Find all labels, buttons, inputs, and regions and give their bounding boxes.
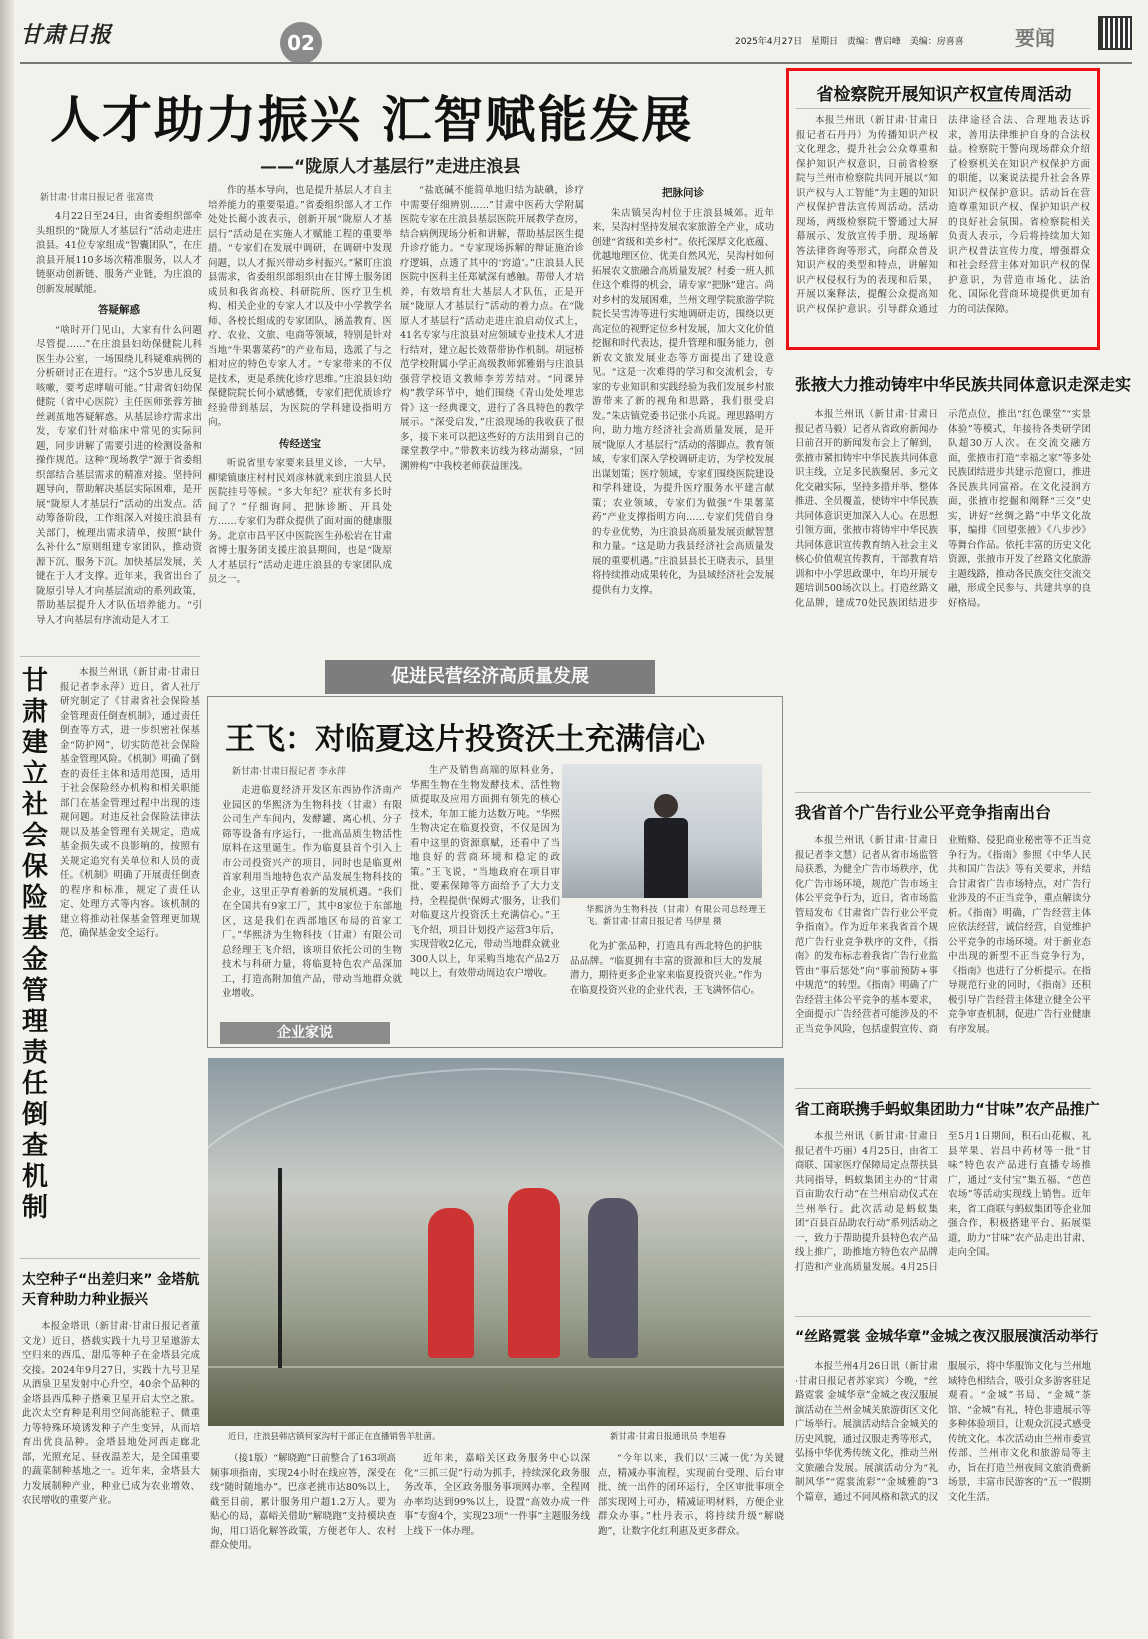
right-story2-title: 张掖大力推动铸牢中华民族共同体意识走深走实	[795, 375, 1132, 394]
right-story3-text: 本报兰州讯（新甘肃·甘肃日报记者李文慧）记者从省市场监管局获悉，为健全广告市场秩序，优化广告市场环境，规范广告市场主体公平竞争行为，近日，省市场监管局发布《甘肃省广告行业公平竞争指南》。作为近年来我省首个规范广告行业竞争秩序的文件，《指南》的发布标志着我省广告行业监管由“事后惩处”向“事前预防+事中规范”的转型。《指南》明确了广告经营主体公平竞争的基本要求，全面提示广告经营者可能涉及的不正当竞争风险，包括虚假宣传、商业贿赂、侵犯商业秘密等不正当竞争行为。《指南》参照《中华人民共和国广告法》等有关要求，并结合甘肃省广告市场特点，对广告行业涉及的不正当竞争，重点解读分析。《指南》明确，广告经营主体应依法经营，诚信经营，自觉维护公平竞争的市场环境。对于新业态中出现的新型不正当竞争行为，《指南》也进行了分析提示。在指导规范行业的同时，《指南》还积极引导广告经营主体建立健全公平竞争审查机制，促进广告行业健康有序发展。	[795, 835, 1091, 1035]
greenhouse-arch	[208, 1068, 784, 1368]
lead-column-4	[592, 184, 774, 650]
feature-byline: 新甘肃·甘肃日报记者 李永萍	[232, 767, 346, 777]
section-heading-2: 传经送宝	[279, 437, 321, 450]
feature-title: 王飞：对临夏这片投资沃土充满信心	[225, 722, 705, 757]
portrait-photo	[562, 764, 762, 898]
left-divider-mid	[20, 1258, 200, 1259]
left-story1-title: 甘肃建立社会保险基金管理责任倒查机制	[21, 666, 48, 1223]
feature-banner-text: 促进民营经济高质量发展	[391, 666, 589, 687]
lead-col3-text: “盐底碱不能简单地归结为缺碘，诊疗中需要仔细辨别……”甘肃中医药大学附属医院专家在庄浪县基层医院开展教学查房，结合病例现场分析和讲解，帮助基层医生提升诊疗能力。“专家现场拆解的辩证施治诊疗逻辑，点透了其中的‘窍道’。”庄浪县人民医院中医科主任郑斌深有感触。帮带人才培养，有效培育壮大基层人才队伍，正是开展“陇原人才基层行”活动的着力点。在“陇原人才基层行”活动走进庄浪启动仪式上，41名专家与庄浪县对应领域专业技术人才进行结对，建立起长效帮带协作机制。胡冠桥范学校附属小学正高级教师郭雅娟与庄浪县强营学校语文教师李芳芳结对。“同课异构”教学环节中，她们围绕《青山处处埋忠骨》这一经典课文，进行了各具特色的教学展示。“深受启发，”庄浪现场的我收获了很多，接下来可以把这些好的方法用到自己的课堂教学中。”带教来访线为移动湖泉，“回溯辨构”中我校老师获益匪浅。	[400, 185, 584, 472]
lead-column-1	[36, 210, 202, 650]
page-number: 02	[287, 31, 315, 55]
feature-col3: 化为扩张品种，打造具有西北特色的护肤品品牌。“临夏拥有丰富的资源和巨大的发展潜力，期待更多企业家来临夏投资兴业。”作为在临夏投资兴业的企业代表，王飞满怀信心。	[570, 941, 762, 996]
lead-col2-text: 作的基本导向，也是提升基层人才自主培养能力的重要渠道。”省委组织部人才工作处处长蔺小波表示，创新开展“陇原人才基层行”活动是在实施人才赋能工程的重要举措。“专家们在发展中调研，在调研中发现问题，以人才振兴带动乡村振兴。”紧盯庄浪县需求，省委组织部组织由在甘博士服务团成员和我省高校、科研院所、医疗卫生机构、相关企业的专家人才以及中小学教学名师、各校长组成的专家团队，涵盖教育、医疗、农业、文旅、电商等领域，特别是针对当地“牛果薯菜药”的产业布局，选派了与之相对应的特色专家人才。“专家带来的不仅是技术，更是系统化诊疗思维。”庄浪县妇幼保健院院长何小斌感慨，专家们把优质诊疗经验带到基层，为医院的学科建设指明方向。	[208, 185, 392, 428]
bottom-col3: “今年以来，我们以‘三减一优’为关键点，精减办事流程，实现前台受理、后台审批、统一出件的闭环运行，全区审批事项全部实现网上可办，精减证明材料，方便企业群众办事。”杜丹表示，将持续升级“解晓跑”，让数字化红利惠及更多群众。	[598, 1453, 784, 1537]
photo-caption: 近日，庄浪县韩店镇何家沟村干部正在直播销售羊肚菌。	[228, 1432, 441, 1442]
section-heading-3: 把脉问诊	[662, 187, 704, 199]
right-story5-title: “丝路霓裳 金城华章”金城之夜汉服展演活动举行	[795, 1329, 1099, 1345]
editor-credit: 责编：曹启峰	[846, 37, 901, 47]
masthead-rule	[20, 62, 1132, 64]
lead-subtitle: ——“陇原人才基层行”走进庄浪县	[260, 157, 521, 177]
lead-column-2	[208, 184, 392, 650]
feature-col2: 生产及销售高端的原料业务，华熙生物在生物发酵技术、活性物质提取及应用方面拥有领先的核心技术，年加工能力达数万吨。“华熙生物决定在临夏投资，不仅是因为看中这里的资源禀赋，还看中了当地良好的营商环境和稳定的政策。”王飞说，“当地政府在项目审批、要素保障等方面给予了大力支持，全程提供‘保姆式’服务，让我们对临夏这片投资沃土充满信心。”王飞介绍，项目计划投产运营3年后，实现营收2亿元，带动当地群众就业300人以上，年采购当地农产品2万吨以上，有效带动周边农户增收。	[410, 765, 560, 979]
lead-col2-text-b: 听说省里专家要来县里义诊，一大早，柳梁镇康庄村村民刘彦林就来到庄浪县人民医院挂号等候。“多大年纪？症状有多长时间了？”仔细询问、把脉诊断、开具处方……专家们为群众提供了面对面的健康服务。北京市昌平区中医院医生孙松岩在甘肃省博士服务团支援庄浪县期间，也是“陇原人才基层行”活动走进庄浪县的专家团队成员之一。	[208, 458, 392, 585]
person-1	[428, 1208, 474, 1358]
tripod	[278, 1168, 282, 1368]
left-story2-title: 太空种子“出差归来” 金塔航天育种助力种业振兴	[22, 1272, 200, 1308]
right-story1-rule	[796, 108, 1090, 109]
person-2	[508, 1188, 560, 1358]
right-story3-title: 我省首个广告行业公平竞争指南出台	[795, 803, 1052, 822]
right-story4-title: 省工商联携手蚂蚁集团助力“甘味”农产品推广	[795, 1100, 1100, 1118]
lead-col4-text: 朱店镇吴沟村位于庄浪县城郊。近年来，吴沟村坚持发展农家旅游全产业，成功创建“省级和美乡村”。依托深厚文化底蕴、优越地理区位、优美自然风光，吴沟村如何拓展农文旅融合高质量发展？村委一班人抓住这个难得的机会，请专家“把脉”建言。尚对乡村的发展困难，兰州文理学院旅游学院院长吴雪涛等进行实地调研走访，围绕以更高定位的视野定位乡村发展，加大文化价值挖掘和时代表达，提升管理和服务能力，创新农文旅发展业态等方面提出了建设意见。“这是一次难得的学习和交流机会，专家的专业知识和实践经验为我们发展乡村旅游带来了新的视角和思路，我们很受启发。”朱店镇党委书记张小兵说。理思路明方向，助力地方经济社会高质量发展，是开展“陇原人才基层行”活动的落脚点。教育领域，专家们深入学校调研走访，为学校发展出谋划策；医疗领域，专家们围绕医院建设和学科建设，为提升医疗服务水平建言献策；农业领域，专家们为做强“牛果薯菜药”产业支撑指明方向……专家们凭借自身的专业优势，为庄浪县高质量发展贡献智慧和力量。“这是助力我县经济社会高质量发展的重要机遇。”庄浪县县长王晓表示，县里将持续推动成果转化，为县域经济社会发展提供有力支撑。	[592, 207, 774, 596]
right-story1-text: 本报兰州讯（新甘肃·甘肃日报记者石丹丹）为传播知识产权文化理念，提升社会公众尊重和保护知识产权意识，日前省检察院与兰州市检察院共同开展以“知识产权与人工智能”为主题的知识产权保护普法宣传周活动。活动现场，两级检察院干警通过大屏幕展示、发放宣传手册、现场解答法律咨询等形式，向群众普及知识产权的类型和特点，讲解知识产权侵权行为的表现和后果，开展以案释法，提醒公众提高知识产权保护意识。引导群众通过法律途径合法、合理地表达诉求，善用法律维护自身的合法权益。检察院干警向现场群众介绍了检察机关在知识产权保护方面的职能，以案说法提升社会各界知识产权保护意识。活动旨在营造尊重知识产权、保护知识产权的良好社会氛围。省检察院相关负责人表示，今后将持续加大知识产权普法宣传力度，增强群众和社会经营主体对知识产权的保护意识，为营造市场化、法治化、国际化营商环境提供更加有力的司法保障。	[796, 115, 1090, 315]
page-shadow	[0, 0, 14, 1639]
right-divider-1	[795, 792, 1091, 793]
feature-banner	[325, 660, 655, 694]
lead-byline: 新甘肃·甘肃日报记者 张富贵	[40, 193, 154, 203]
right-story4-text: 本报兰州讯（新甘肃·甘肃日报记者牛巧丽）4月25日，由省工商联、国家医疗保障局定点帮扶县共同指导，蚂蚁集团主办的“甘肃百亩助农行动”在兰州启动仪式在兰州举行。此次活动是蚂蚁集团“百县百品助农行动”系列活动之一，致力于帮助提升县特色农产品线上推广，助推地方特色农产品牌打造和产业高质量发展。4月25日至5月1日期间，积石山花椒、礼县苹果、岩昌中药材等一批“甘味”特色农产品进行直播专场推广，通过“支付宝”集五福、“芭芭农场”等活动实现线上销售。近年来，省工商联与蚂蚁集团等企业加强合作，积极搭建平台、拓展渠道，助力“甘味”农产品走出甘肃、走向全国。	[795, 1131, 1091, 1273]
right-story2-text: 本报兰州讯（新甘肃·甘肃日报记者马毅）记者从省政府新闻办日前召开的新闻发布会上了解到，张掖市紧扣铸牢中华民族共同体意识主线，立足多民族聚居、多元文化交融实际，坚持多措并举、整体推进、全员覆盖，使铸牢中华民族共同体意识更加深入人心。在思想引领方面，张掖市将铸牢中华民族共同体意识宣传教育纳入社会主义核心价值观宣传教育，干部教育培训和中小学思政课中，年均开展专题培训500场次以上。打造丝路文化品牌，建成70处民族团结进步示范点位，推出“红色课堂”“实景体验”等模式，年接待各类研学团队超30万人次。在交流交融方面，张掖市打造“幸福之家”等多处民族团结进步共建示范窗口，推进各民族共同富裕。在文化浸润方面，张掖市挖掘和阐释“三交”史实，讲好“丝绸之路”中华文化故事，编排《回望张掖》《八步沙》等舞台作品。依托丰富的历史文化资源，张掖市开发了丝路文化旅游主题线路，推动各民族交往交流交融，形成全民参与、共建共享的良好格局。	[795, 409, 1091, 609]
issue-date: 2025年4月27日	[735, 37, 803, 47]
bottom-col1: （接1版）“解晓跑”日前整合了163项高频事项指南，实现24小时在线应答，深受在线“随时随地办”。巴彦老挑市达80%以上，截至目前，累计服务用户超1.2万人。要为贴心的局，嘉峪关借助“解晓跑”支持模块查询，用口语化解答政策，方便老年人、农村群众使用。	[210, 1453, 396, 1551]
greenhouse-photo	[208, 1058, 784, 1426]
section-heading-1: 答疑解惑	[98, 304, 140, 316]
left-story1-text: 本报兰州讯（新甘肃·甘肃日报记者李永萍）近日，省人社厅研究制定了《甘肃省社会保险基金管理责任倒查机制》，通过责任倒查等方式，进一步织密社保基金“防护网”，切实防范社会保险基金管理风险。《机制》明确了倒查的责任主体和适用范围，适用于社会保险经办机构和相关职能部门在基金管理过程中出现的违规问题。对违反社会保险法律法规以及基金管理有关规定，造成基金损失或不良影响的，按照有关规定追究有关单位和人员的责任。《机制》明确了开展责任倒查的程序和标准，规定了责任认定、处理方式等内容。该机制的建立将推动社保基金管理更加规范，确保基金安全运行。	[60, 667, 200, 939]
right-story1-title: 省检察院开展知识产权宣传周活动	[816, 85, 1072, 105]
lead-intro: 4月22日至24日，由省委组织部牵头组织的“陇原人才基层行”活动走进庄浪县。41位专家组成“智囊团队”，在庄浪县开展110多场次精准服务，以人才链驱动创新链、服务产业链，为庄浪的创新发展赋能。	[36, 211, 202, 295]
corner-tag-text: 企业家说	[277, 1025, 333, 1041]
lead-column-3	[400, 184, 584, 650]
person-silhouette	[654, 794, 678, 818]
feature-col1: 走进临夏经济开发区东西协作济南产业园区的华熙济为生物科技（甘肃）有限公司生产车间内，发酵罐、离心机、分子筛等设备有序运行，一批高品质生物活性原料在这里诞生。作为临夏县首个引入上市公司投资兴产的项目，同时也是临夏州首家利用当地特色农产品发展生物科技的企业，这里正孕育着新的发展机遇。“我们在全国共有9家工厂，其中8家位于东部地区，这是我们在西部地区布局的首家工厂。”华熙济为生物科技（甘肃）有限公司总经理王飞介绍，该项目依托公司的生物技术与科研力量，将临夏特色农产品深加工，打造高附加值产品，带动当地群众就业增收。	[222, 785, 402, 999]
qr-code-icon	[1098, 16, 1132, 50]
section-label: 要闻	[1015, 26, 1055, 50]
bottom-col2: 近年来，嘉峪关区政务服务中心以深化“三抓三促”行动为抓手，持续深化政务服务改革，全区政务服务事项网办率、全程网办率均达到99%以上，设置“高效办成一件事”专窗4个，实现23项“一件事”主题服务线上线下一体办理。	[404, 1453, 590, 1537]
person-body	[644, 818, 688, 898]
paper-logo: 甘肃日报	[20, 22, 113, 48]
right-divider-3	[795, 1316, 1091, 1317]
person-3	[588, 1198, 638, 1358]
lead-section1-text: “啥时开门见山，大家有什么问题尽管提……”在庄浪县妇幼保健院儿科医生办公室，一场围绕儿科疑难病例的分析研讨正在进行。“这个5岁患儿反复咳嗽，要考虑哮喘可能。”甘肃省妇幼保健院（省中心医院）主任医师张蓉芳抽丝剥茧地答疑解惑。从基层诊疗需求出发，专家们针对临床中常见的实际问题，同步讲解了需要引进的检测设备和操作规范。这种“现场教学”源于省委组织部结合基层需求的精准对接。坚持问题导向，帮助解决基层实际困难，是开展“陇原人才基层行”活动的出发点。活动筹备阶段，工作组深入对接庄浪县有关部门，梳理出需求清单，按照“缺什么补什么”原则组建专家团队，推动资源下沉、服务下沉。加快基层发展，关键在于人才支撑。近年来，我省出台了陇原引导人才向基层流动的系列政策，帮助基层提升人才队伍培养能力。“引导人才向基层有序流动是人才工	[36, 324, 202, 626]
designer-credit: 美编：房喜喜	[909, 37, 964, 47]
photo-credit: 新甘肃·甘肃日报通讯员 李旭春	[610, 1432, 726, 1442]
corner-tag	[220, 1022, 390, 1044]
left-divider-top	[20, 656, 200, 657]
page-number-badge	[280, 22, 322, 64]
portrait-caption: 华熙济为生物科技（甘肃）有限公司总经理王飞。新甘肃·甘肃日报记者 马伊星 摄	[586, 905, 766, 927]
right-divider-2	[795, 1088, 1091, 1089]
left-story2-text: 本报金塔讯（新甘肃·甘肃日报记者董文龙）近日，搭载实践十九号卫星遨游太空归来的西瓜、甜瓜等种子在金塔县完成交接。2024年9月27日，实践十九号卫星从酒泉卫星发射中心升空，40余个品种的金塔县西瓜种子搭乘卫星开启太空之旅。此次太空育种是利用空间高能粒子、微重力等特殊环境诱发种子产生变异，从而培育出优良品种。金塔县地处河西走廊北部，光照充足、昼夜温差大，是全国重要的蔬菜制种基地之一。近年来，金塔县大力发展制种产业，种业已成为农业增效、农民增收的重要产业。	[22, 1321, 200, 1506]
masthead-info	[735, 34, 964, 47]
masthead	[0, 0, 1148, 58]
lead-headline: 人才助力振兴 汇智赋能发展	[50, 91, 694, 149]
right-story5-text: 本报兰州4月26日讯（新甘肃·甘肃日报记者苏家宾）今晚，“丝路霓裳 金城华章”金城之夜汉服展演活动在兰州金城关旅游街区文化广场举行。展演活动结合金城关的历史风貌，通过汉服走秀等形式，弘扬中华优秀传统文化，推动兰州文旅融合发展。展演活动分为“礼制风华”“霓裳流彩”“金城雅韵”3个篇章，通过不同风格和款式的汉服展示，将中华服饰文化与兰州地域特色相结合，吸引众多游客驻足观看。“金城”书局、“金城”茶馆、“金城”有礼，特色非遗展示等多种体验项目，让观众沉浸式感受传统文化。本次活动由兰州市委宣传部、兰州市文化和旅游局等主办，旨在打造兰州夜间文旅消费新场景，丰富市民游客的“五一”假期文化生活。	[795, 1361, 1091, 1503]
issue-weekday: 星期日	[810, 37, 838, 47]
